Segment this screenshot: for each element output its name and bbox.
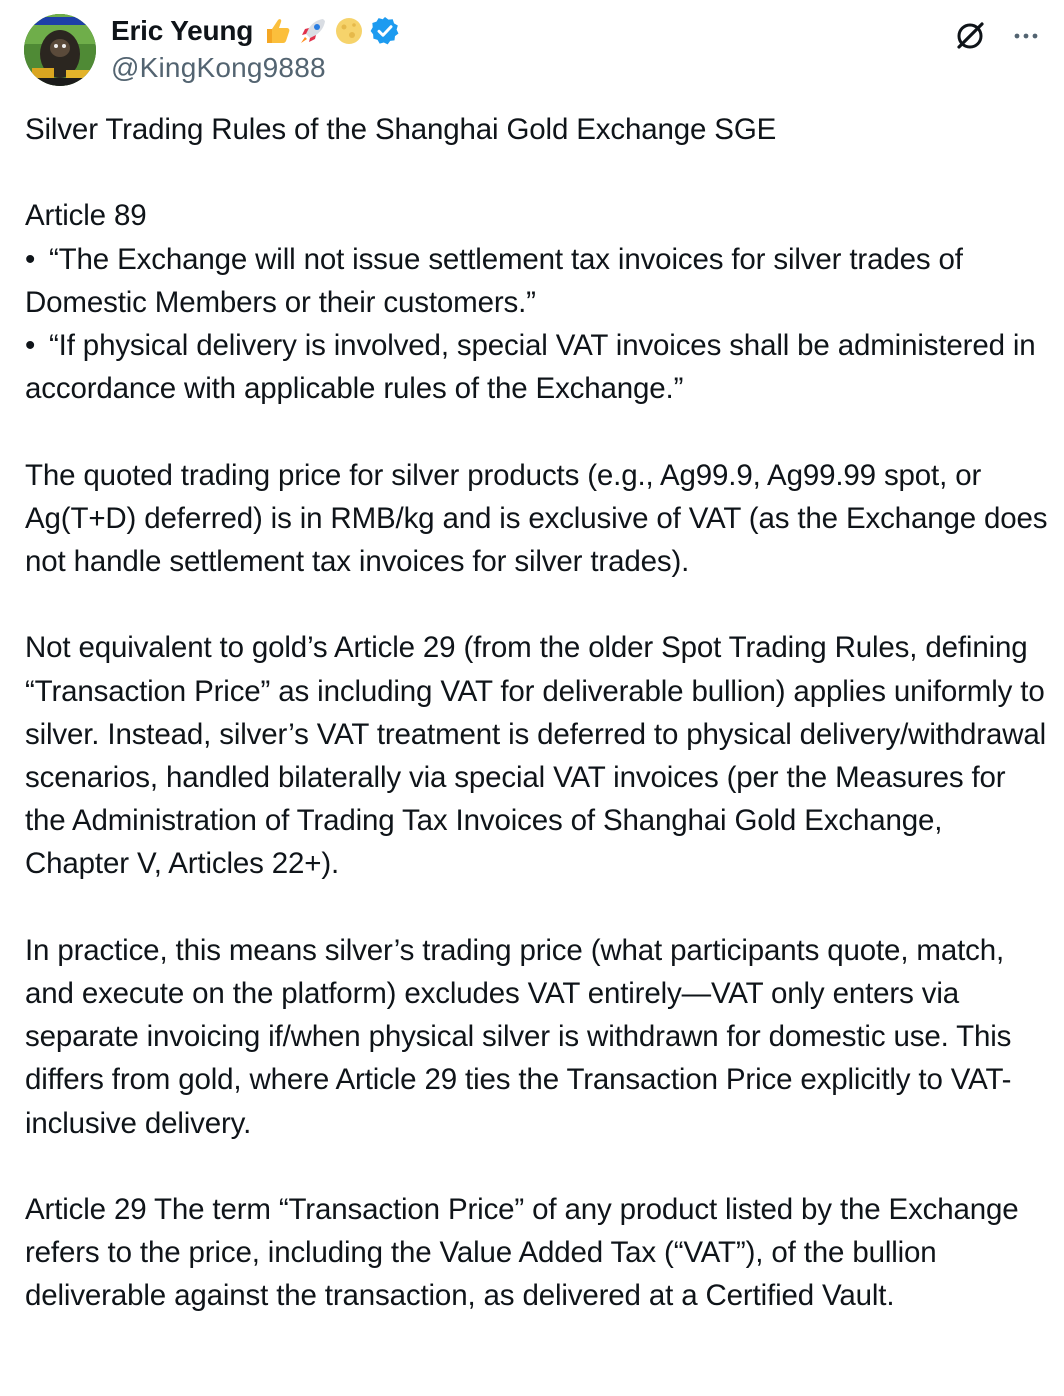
thumbs-up-icon xyxy=(261,15,293,47)
bullet-text: “The Exchange will not issue settlement tax invoices for silver trades of Domestic Members or their customers.” xyxy=(25,242,963,319)
paragraph: The quoted trading price for silver products (e.g., Ag99.9, Ag99.99 spot, or Ag(T+D) deferred) is in RMB/kg and is exclusive of VAT (as the Exchange does not handle settlement tax invoices for silver trades). xyxy=(25,458,1048,578)
bullet-symbol: • xyxy=(25,329,36,362)
author-handle[interactable]: @KingKong9888 xyxy=(111,52,326,83)
tweet-actions xyxy=(952,18,1044,54)
author-names xyxy=(111,12,401,84)
tweet-text xyxy=(25,108,1050,1318)
rocket-icon xyxy=(297,15,329,47)
avatar-image xyxy=(24,14,96,86)
more-options-icon[interactable] xyxy=(1008,18,1044,54)
grok-icon[interactable] xyxy=(952,18,988,54)
display-name-row xyxy=(111,12,401,50)
moon-icon xyxy=(333,15,365,47)
bullet-item xyxy=(25,324,1050,410)
bullet-symbol: • xyxy=(25,242,36,276)
article-heading: Article 89 xyxy=(25,199,147,233)
avatar[interactable] xyxy=(24,14,96,86)
display-name[interactable]: Eric Yeung xyxy=(111,15,254,46)
verified-badge-icon xyxy=(369,15,401,47)
bullet-item xyxy=(25,238,1050,324)
paragraph: In practice, this means silver’s trading price (what participants quote, match, and execute on the platform) excludes VAT entirely—VAT only enters via separate invoicing if/when physical silver is withdrawn for domestic use. This differs from gold, where Article 29 ties the Transaction Price explicitly to VAT-inclusive delivery. xyxy=(25,933,1012,1140)
paragraph: Article 29 The term “Transaction Price” of any product listed by the Exchange refers to the price, including the Value Added Tax (“VAT”), of the bullion deliverable against the transaction, as delivered at a Certified Vault. xyxy=(25,1193,1019,1313)
bullet-text: “If physical delivery is involved, special VAT invoices shall be administered in accordance with applicable rules of the Exchange.” xyxy=(25,329,1036,406)
paragraph: Not equivalent to gold’s Article 29 (from the older Spot Trading Rules, defining “Transaction Price” as including VAT for deliverable bullion) applies uniformly to silver. Instead, silver’s VAT treatment is deferred to physical delivery/withdrawal scenarios, handled bilaterally via special VAT invoices (per the Measures for the Administration of Trading Tax Invoices of Shanghai Gold Exchange, Chapter V, Articles 22+). xyxy=(25,631,1047,881)
tweet-header xyxy=(24,12,1044,88)
post-title: Silver Trading Rules of the Shanghai Gold Exchange SGE xyxy=(25,113,777,146)
